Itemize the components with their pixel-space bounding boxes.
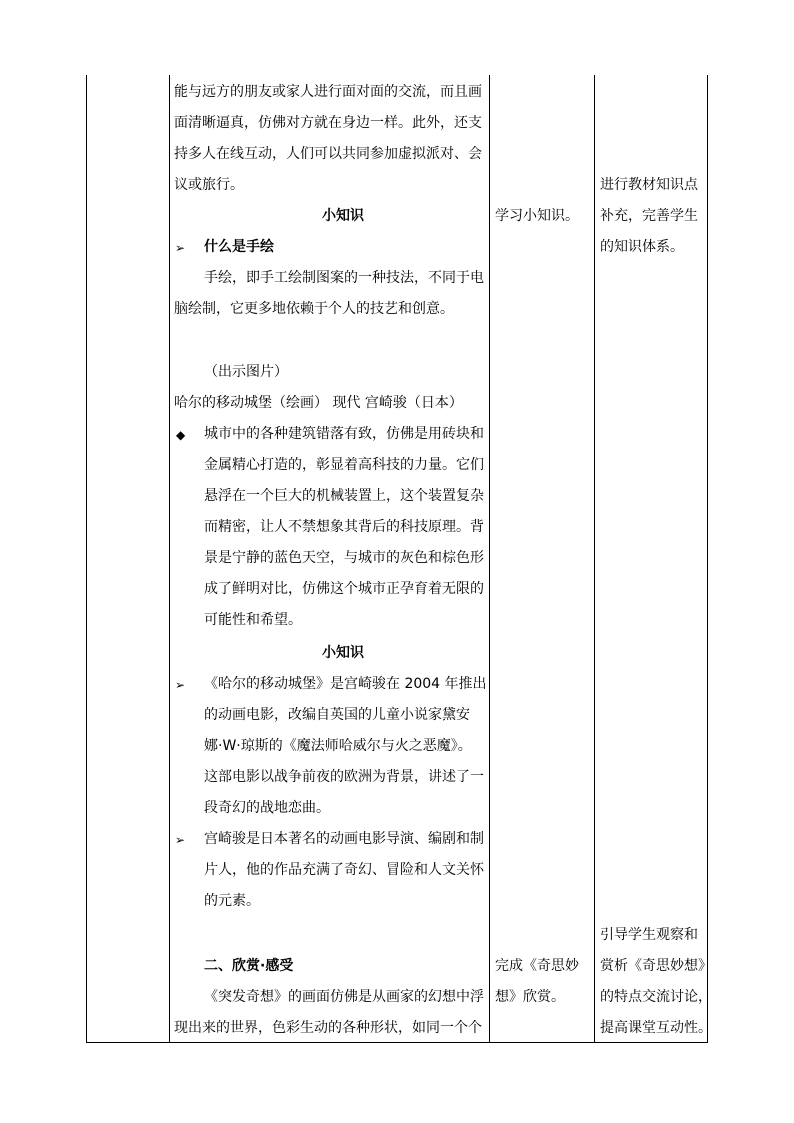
tip-body-line: 手绘，即手工绘制图案的一种技法，不同于电: [204, 270, 484, 286]
table-border-left: [86, 75, 87, 1043]
section-heading: 二、欣赏·感受: [204, 958, 294, 974]
tip-bullet-line: 的动画电影，改编自英国的儿童小说家黛安: [204, 707, 470, 723]
tip-bullet-line: 娜·W·琼斯的《魔法师哈威尔与火之恶魔》。: [204, 738, 472, 754]
artwork-desc-line: 城市中的各种建筑错落有致，仿佛是用砖块和: [204, 426, 484, 442]
tip-bullet-line: 宫崎骏是日本著名的动画电影导演、编剧和制: [204, 831, 484, 847]
section-body-line: 现出来的世界，色彩生动的各种形状，如同一个个: [174, 1020, 482, 1036]
intent-line: 引导学生观察和: [600, 927, 698, 943]
tip-title: 小知识: [322, 208, 364, 224]
table-divider-3: [594, 75, 595, 1043]
artwork-desc-line: 悬浮在一个巨大的机械装置上，这个装置复杂: [204, 488, 484, 504]
intent-line: 的特点交流讨论，: [600, 989, 712, 1005]
intent-line: 进行教材知识点: [600, 177, 698, 193]
tip-body-line: 脑绘制，它更多地依赖于个人的技艺和创意。: [174, 301, 454, 317]
tip-heading: 什么是手绘: [204, 239, 274, 255]
tip-bullet-line: 这部电影以战争前夜的欧洲为背景，讲述了一: [204, 769, 484, 785]
table-bottom-border: [86, 1042, 707, 1043]
artwork-desc-line: 而精密，让人不禁想象其背后的科技原理。背: [204, 519, 484, 535]
artwork-desc-line: 可能性和希望。: [204, 612, 302, 628]
intro-line: 面清晰逼真，仿佛对方就在身边一样。此外，还支: [174, 115, 482, 131]
intro-line: 能与远方的朋友或家人进行面对面的交流，而且画: [174, 84, 482, 100]
artwork-desc-line: 景是宁静的蓝色天空，与城市的灰色和棕色形: [204, 550, 484, 566]
show-picture-note: （出示图片）: [204, 364, 288, 380]
tip-title: 小知识: [322, 645, 364, 661]
student-activity: 完成《奇思妙: [495, 958, 579, 974]
section-body-line: 《突发奇想》的画面仿佛是从画家的幻想中浮: [204, 989, 484, 1005]
intro-line: 议或旅行。: [174, 177, 244, 193]
artwork-desc-line: 金属精心打造的，彰显着高科技的力量。它们: [204, 457, 484, 473]
table-divider-1: [169, 75, 170, 1043]
intent-line: 的知识体系。: [600, 239, 684, 255]
diamond-bullet-icon: ◆: [176, 428, 186, 442]
arrow-bullet-icon: ➢: [175, 678, 186, 692]
intent-line: 补充，完善学生: [600, 208, 698, 224]
arrow-bullet-icon: ➢: [175, 833, 186, 847]
tip-bullet-line: 《哈尔的移动城堡》是宫崎骏在 2004 年推出: [204, 676, 487, 692]
student-activity: 想》欣赏。: [495, 989, 565, 1005]
intent-line: 提高课堂互动性。: [600, 1020, 712, 1036]
intent-line: 赏析《奇思妙想》: [600, 958, 712, 974]
table-divider-2: [489, 75, 490, 1043]
table-border-right: [707, 75, 708, 1043]
tip-bullet-line: 段奇幻的战地恋曲。: [204, 800, 330, 816]
tip-bullet-line: 的元素。: [204, 893, 260, 909]
intro-line: 持多人在线互动，人们可以共同参加虚拟派对、会: [174, 146, 482, 162]
artwork-caption: 哈尔的移动城堡（绘画） 现代 宫崎骏（日本）: [174, 395, 463, 411]
arrow-bullet-icon: ➢: [175, 241, 186, 255]
artwork-desc-line: 成了鲜明对比，仿佛这个城市正孕育着无限的: [204, 581, 484, 597]
tip-bullet-line: 片人，他的作品充满了奇幻、冒险和人文关怀: [204, 862, 484, 878]
student-activity: 学习小知识。: [495, 208, 579, 224]
